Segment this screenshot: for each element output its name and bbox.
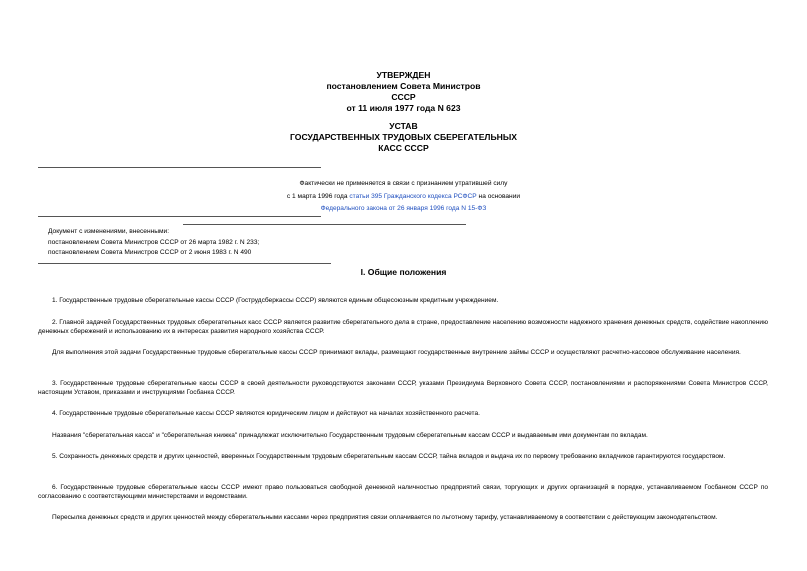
paragraph: Пересылка денежных средств и других ценностей между сберегательными кассами через предприятия связи оплачивается по льготному тарифу, устанавливаемому в соответствии с действующим законодательством.: [52, 514, 718, 521]
title-line-3: КАСС СССР: [378, 143, 429, 153]
amendments-label: Документ с изменениями, внесенными:: [48, 228, 170, 235]
paragraph: Названия "сберегательная касса" и "сберегательная книжка" принадлежат исключительно Государственным трудовым сберегательным кассам СССР и выдаваемым ими документам по вкладам.: [52, 432, 648, 439]
paragraph: 6. Государственные трудовые сберегательные кассы СССР имеют право пользоваться свободной денежной наличностью предприятий связи, торгующих и других организаций в порядке, устанавливаемом Госбанком СССР по согласованию с соответствующими министерствами и ведомствами.: [38, 484, 768, 500]
notice-line-1: Фактически не применяется в связи с признанием утратившей силу: [299, 180, 508, 187]
divider: [38, 216, 321, 217]
civil-code-link[interactable]: статьи 395 Гражданского кодекса РСФСР: [349, 192, 477, 200]
approved-ussr: СССР: [391, 92, 416, 102]
notice-text: с 1 марта 1996 года: [286, 192, 350, 200]
section-heading: I. Общие положения: [360, 267, 447, 277]
federal-law-link[interactable]: Федерального закона от 26 января 1996 года N 15-ФЗ: [320, 205, 487, 212]
divider: [38, 263, 331, 264]
notice-block: [0, 178, 807, 216]
paragraph: 4. Государственные трудовые сберегательные кассы СССР являются юридическим лицом и действуют на началах хозяйственного расчета.: [52, 410, 480, 417]
notice-text: на основании: [476, 192, 521, 200]
approval-header: [0, 70, 807, 114]
divider: [38, 167, 321, 168]
paragraph: 5. Сохранность денежных средств и других ценностей, вверенных Государственным трудовым сберегательным кассам СССР, тайна вкладов и выдача их по первому требованию вкладчиков гарантируются государством.: [52, 453, 726, 460]
document-title: [0, 121, 807, 154]
title-line-1: УСТАВ: [389, 121, 418, 131]
paragraph: 3. Государственные трудовые сберегательные кассы СССР в своей деятельности руководствуются законами СССР, указами Президиума Верховного Совета СССР, постановлениями и распоряжениями Совета Министров СССР, настоящим Уставом, приказами и инструкциями Госбанка СССР.: [38, 380, 768, 396]
title-line-2: ГОСУДАРСТВЕННЫХ ТРУДОВЫХ СБЕРЕГАТЕЛЬНЫХ: [290, 132, 517, 142]
amendment-item: постановлением Совета Министров СССР от 26 марта 1982 г. N 233;: [48, 238, 260, 246]
paragraph: 2. Главной задачей Государственных трудовых сберегательных касс СССР является развитие сберегательного дела в стране, предоставление населению возможности надежного хранения денежных средств, содействие накоплению денежных сбережений и использованию их в интересах развития народного хозяйства СССР.: [38, 319, 768, 335]
paragraph: Для выполнения этой задачи Государственные трудовые сберегательные кассы СССР принимают вклады, размещают государственные внутренние займы СССР и осуществляют расчетно-кассовое обслуживание населения.: [52, 349, 741, 356]
notice-line-2: [0, 191, 807, 204]
paragraph: 1. Государственные трудовые сберегательные кассы СССР (Гострудсберкассы СССР) являются единым общесоюзным кредитным учреждением.: [52, 297, 499, 304]
approved-by: постановлением Совета Министров: [326, 81, 481, 91]
approved-label: УТВЕРЖДЕН: [376, 70, 431, 80]
amendments-block: [48, 227, 259, 259]
amendment-item: постановлением Совета Министров СССР от 2 июня 1983 г. N 490: [48, 249, 252, 257]
divider: [183, 224, 466, 225]
approved-date: от 11 июля 1977 года N 623: [346, 103, 461, 113]
